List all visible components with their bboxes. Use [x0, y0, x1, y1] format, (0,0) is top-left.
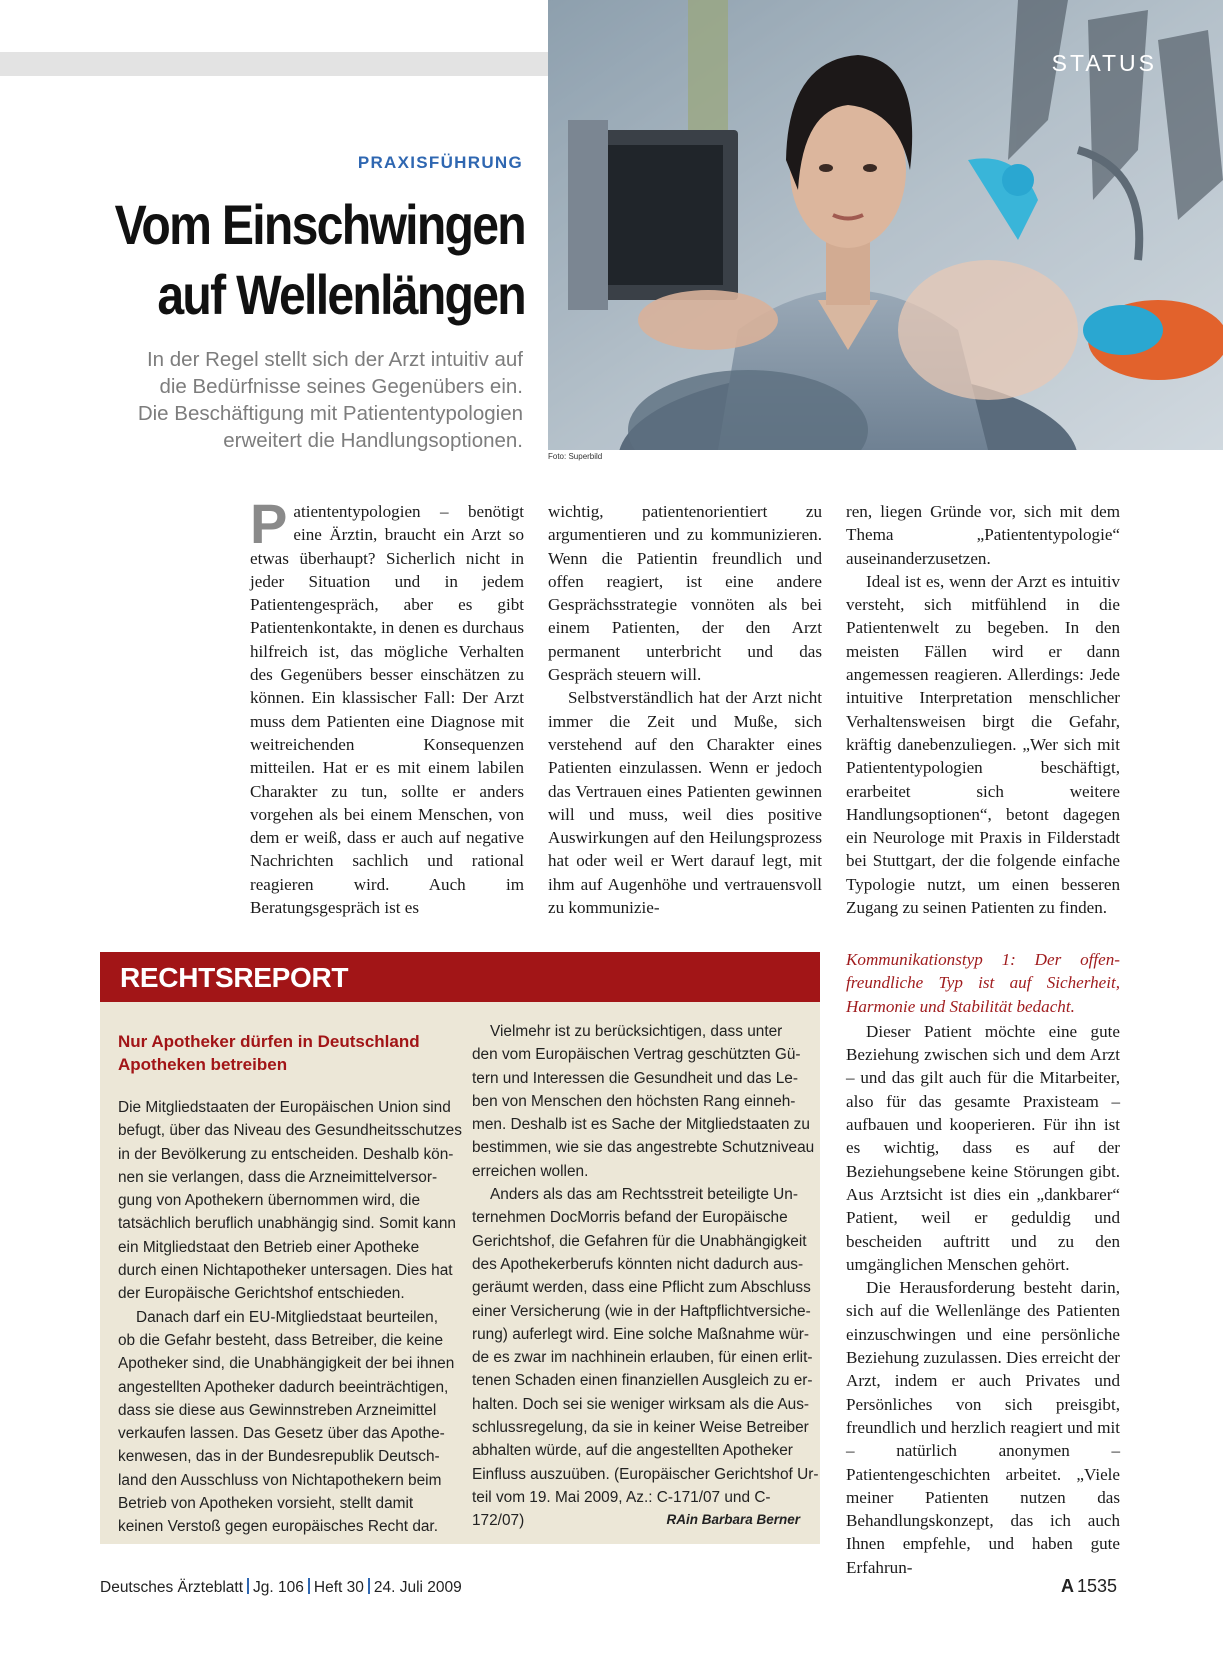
text-line: der Europäische Gerichtshof entschieden.: [118, 1285, 405, 1303]
subtitle-line: Nur Apotheker dürfen in Deutschland: [118, 1032, 420, 1051]
article-column-3: [846, 500, 1120, 919]
paragraph: ren, liegen Gründe vor, sich mit dem Thema „Patiententypologie“ auseinanderzusetzen.: [846, 502, 1120, 568]
rechtsreport-column-1: [118, 1030, 462, 1539]
paragraph: [118, 1306, 455, 1539]
text-line: schlussregelung, da sie in keiner Weise Betreiber: [472, 1419, 809, 1437]
rechtsreport-column-2: [472, 1020, 819, 1533]
paragraph: atiententypologien – benötigt eine Ärztin, braucht ein Arzt so etwas überhaupt? Sicherlich nicht in jeder Situation und in jedem Patientengespräch, aber es gibt Patientenkontakte, in denen es durchaus hilfreich ist, das mögliche Verhalten des Gegenübers besser einschätzen zu können. Ein klassischer Fall: Der Arzt muss dem Patienten eine Diagnose mit weitreichenden Konsequenzen mitteilen. Hat er es mit einem labilen Charakter zu tun, sollte er anders vorgehen als bei einem Menschen, von dem er weiß, dass er auch auf negative Nachrichten sachlich und rational reagieren wird. Auch im Beratungsgespräch ist es: [250, 502, 524, 918]
journal-name: Deutsches Ärzteblatt: [100, 1579, 244, 1596]
title-line: auf Wellenlängen: [157, 263, 525, 326]
issue-date: 24. Juli 2009: [373, 1579, 462, 1596]
title-line: Vom Einschwingen: [114, 193, 525, 256]
text-line: kenwesen, das in der Bundesrepublik Deutsch-: [118, 1448, 440, 1466]
text-line: gung von Apothekern übernommen wird, die: [118, 1192, 421, 1210]
text-line: verkaufen lassen. Das Gesetz über das Apothe-: [118, 1425, 445, 1443]
rechtsreport-heading: RECHTSREPORT: [100, 952, 820, 1002]
text-line: nen sie verlangen, dass die Arzneimittelversor-: [118, 1168, 438, 1186]
lead-line: In der Regel stellt sich der Arzt intuitiv auf: [146, 348, 523, 371]
text-line: Gerichtshof, die Gefahren für die Unabhängigkeit: [472, 1232, 807, 1250]
footer-separator: [368, 1578, 370, 1594]
subtitle-line: Apotheken betreiben: [118, 1055, 288, 1074]
text-line: des Apothekerberufs könnten nicht dadurch aus-: [472, 1255, 804, 1273]
journal-volume: Jg. 106: [253, 1579, 304, 1596]
footer-separator: [247, 1578, 249, 1594]
page-number: [1061, 1576, 1117, 1597]
page-prefix: A: [1060, 1576, 1074, 1596]
text-line: abhalten würde, auf die angestellten Apotheker: [472, 1442, 793, 1460]
text-line: den vom Europäischen Vertrag geschützten Gü-: [472, 1046, 801, 1064]
text-line: Betrieb von Apotheken vorsieht, stellt damit: [118, 1495, 414, 1513]
status-label: STATUS: [1051, 50, 1157, 76]
paragraph: Dieser Patient möchte eine gute Beziehung zwischen sich und dem Arzt – und das gilt auch für die Mitarbeiter, also für das gesamte Praxisteam – aufbauen und kooperieren. Für ihn ist es wichtig, dass es auf der Beziehungsebene keine Störungen gibt. Aus Arztsicht ist dies ein „dankbarer“ Patient, weil er geduldig und bescheiden auftritt und zu den umgänglichen Menschen gehört.: [846, 1021, 1120, 1274]
drop-cap: P: [250, 492, 288, 555]
text-line: ein Mitgliedstaat den Betrieb einer Apotheke: [118, 1238, 420, 1256]
text-line: erreichen wollen.: [472, 1162, 589, 1180]
text-line: in der Bevölkerung zu entscheiden. Deshalb kön-: [118, 1145, 454, 1163]
text-line: halten. Doch sei sie weniger wirksam als die Aus-: [472, 1395, 810, 1413]
text-line: angestellten Apotheker dadurch beeinträchtigen,: [118, 1378, 449, 1396]
rechtsreport-box: [100, 952, 820, 1544]
lead-line: Die Beschäftigung mit Patiententypologien: [137, 402, 523, 425]
text-line: keinen Verstoß gegen europäisches Recht dar.: [118, 1518, 438, 1536]
text-line: durch einen Nichtapotheker untersagen. Dies hat: [118, 1262, 453, 1280]
text-line: Vielmehr ist zu berücksichtigen, dass unter: [490, 1023, 783, 1040]
text-line: tatsächlich beruflich unabhängig sind. Somit kann: [118, 1215, 456, 1233]
text-line: einer Versicherung (wie in der Haftpflichtversiche-: [472, 1302, 811, 1320]
page-footer: [100, 1578, 462, 1597]
paragraph: [472, 1020, 815, 1183]
text-line: Einfluss auszuüben. (Europäischer Gerichtshof Ur-: [472, 1465, 819, 1483]
journal-issue: Heft 30: [313, 1579, 364, 1596]
text-line: tenen Schaden einen finanziellen Ausgleich zu er-: [472, 1372, 813, 1390]
paragraph: Die Herausforderung besteht darin, sich auf die Wellenlänge des Patienten einzuschwingen und eine persönliche Beziehung zuzulassen. Dies erreicht der Arzt, indem er auch Privates und Persönliches von sich preisgibt, freundlich und herzlich reagiert und mit – natürlich anonymen – Patientengeschichten arbeitet. „Viele meiner Patienten nutzen das Behandlungskonzept, das ich auch Ihnen empfehle, und haben gute Erfahrun-: [846, 1278, 1120, 1577]
paragraph: [472, 1183, 819, 1532]
article-column-1: [250, 492, 524, 919]
text-line: Anders als das am Rechtsstreit beteiligte Un-: [490, 1186, 798, 1204]
text-line: Die Mitgliedstaaten der Europäischen Union sind: [118, 1099, 451, 1116]
page-number-value: 1535: [1076, 1576, 1117, 1596]
text-line: land den Ausschluss von Nichtapothekern beim: [118, 1471, 442, 1489]
text-line: dass sie diese aus Gewinnstreben Arzneimittel: [118, 1401, 437, 1419]
text-line: bestimmen, wie sie das angestrebte Schutzniveau: [472, 1139, 815, 1157]
paragraph: wichtig, patientenorientiert zu argumentieren und zu kommunizieren. Wenn die Patientin freundlich und offen reagiert, ist eine andere Gesprächsstrategie vonnöten als bei einem Patienten, der den Arzt permanent unterbricht und das Gespräch steuern will.: [548, 502, 822, 685]
text-line: ternehmen DocMorris befand der Europäische: [472, 1209, 788, 1227]
text-line: tern und Interessen die Gesundheit und das Le-: [472, 1069, 798, 1087]
article-photo: [548, 0, 1223, 450]
text-line: geräumt werden, dass eine Pflicht zum Abschluss: [472, 1279, 811, 1297]
text-line: Apotheker sind, die Unabhängigkeit der bei ihnen: [118, 1355, 455, 1373]
rechtsreport-subtitle: [118, 1030, 448, 1076]
article-column-4: [846, 948, 1120, 1579]
lead-line: erweitert die Handlungsoptionen.: [223, 429, 523, 452]
text-line: 172/07): [472, 1512, 525, 1530]
text-line: befugt, über das Niveau des Gesundheitsschutzes: [118, 1122, 462, 1140]
text-line: ob die Gefahr besteht, dass Betreiber, die keine: [118, 1331, 444, 1349]
subheading: Kommunikationstyp 1: Der offen-freundliche Typ ist auf Sicherheit, Harmonie und Stabilität bedacht.: [846, 950, 1120, 1016]
text-line: men. Deshalb ist es Sache der Mitgliedstaaten zu: [472, 1116, 810, 1134]
photo-credit: Foto: Superbild: [548, 452, 603, 461]
text-line: Danach darf ein EU-Mitgliedstaat beurteilen,: [136, 1308, 438, 1326]
text-line: rung) auferlegt wird. Eine solche Maßnahme wür-: [472, 1325, 810, 1343]
section-label: PRAXISFÜHRUNG: [357, 153, 523, 172]
header-gray-bar: [0, 52, 548, 76]
paragraph: Ideal ist es, wenn der Arzt es intuitiv versteht, sich mitfühlend in die Patientenwelt zu begeben. In den meisten Fällen wird er dann angemessen reagieren. Allerdings: Jede intuitive Interpretation menschlicher Verhaltensweisen birgt die Gefahr, kräftig danebenzuliegen. „Wer sich mit Patiententypologien beschäftigt, erarbeitet sich weitere Handlungsoptionen“, betont dagegen ein Neurologe mit Praxis in Filderstadt bei Stuttgart, der die folgende einfache Typologie nutzt, um einen besseren Zugang zu seinen Patienten zu finden.: [846, 571, 1120, 918]
lead-line: die Bedürfnisse seines Gegenübers ein.: [159, 375, 523, 398]
article-title: [78, 190, 525, 330]
footer-separator: [308, 1578, 310, 1594]
text-line: de es zwar im nachhinein erlauben, für einen erlit-: [472, 1349, 813, 1367]
rechtsreport-author: RAin Barbara Berner: [666, 1512, 800, 1527]
text-line: teil vom 19. Mai 2009, Az.: C-171/07 und C-: [472, 1488, 771, 1506]
article-column-2: [548, 500, 822, 919]
text-line: ben von Menschen den höchsten Rang einneh-: [472, 1092, 796, 1110]
paragraph: Selbstverständlich hat der Arzt nicht immer die Zeit und Muße, sich verstehend auf den Charakter eines Patienten einzulassen. Wenn er jedoch das Vertrauen eines Patienten gewinnen will und muss, weil dies positive Auswirkungen auf den Heilungsprozess hat oder weil er Wert darauf legt, mit ihm auf Augenhöhe und vertrauensvoll zu kommunizie-: [548, 688, 822, 918]
article-lead: [23, 346, 523, 454]
paragraph: [118, 1096, 462, 1306]
